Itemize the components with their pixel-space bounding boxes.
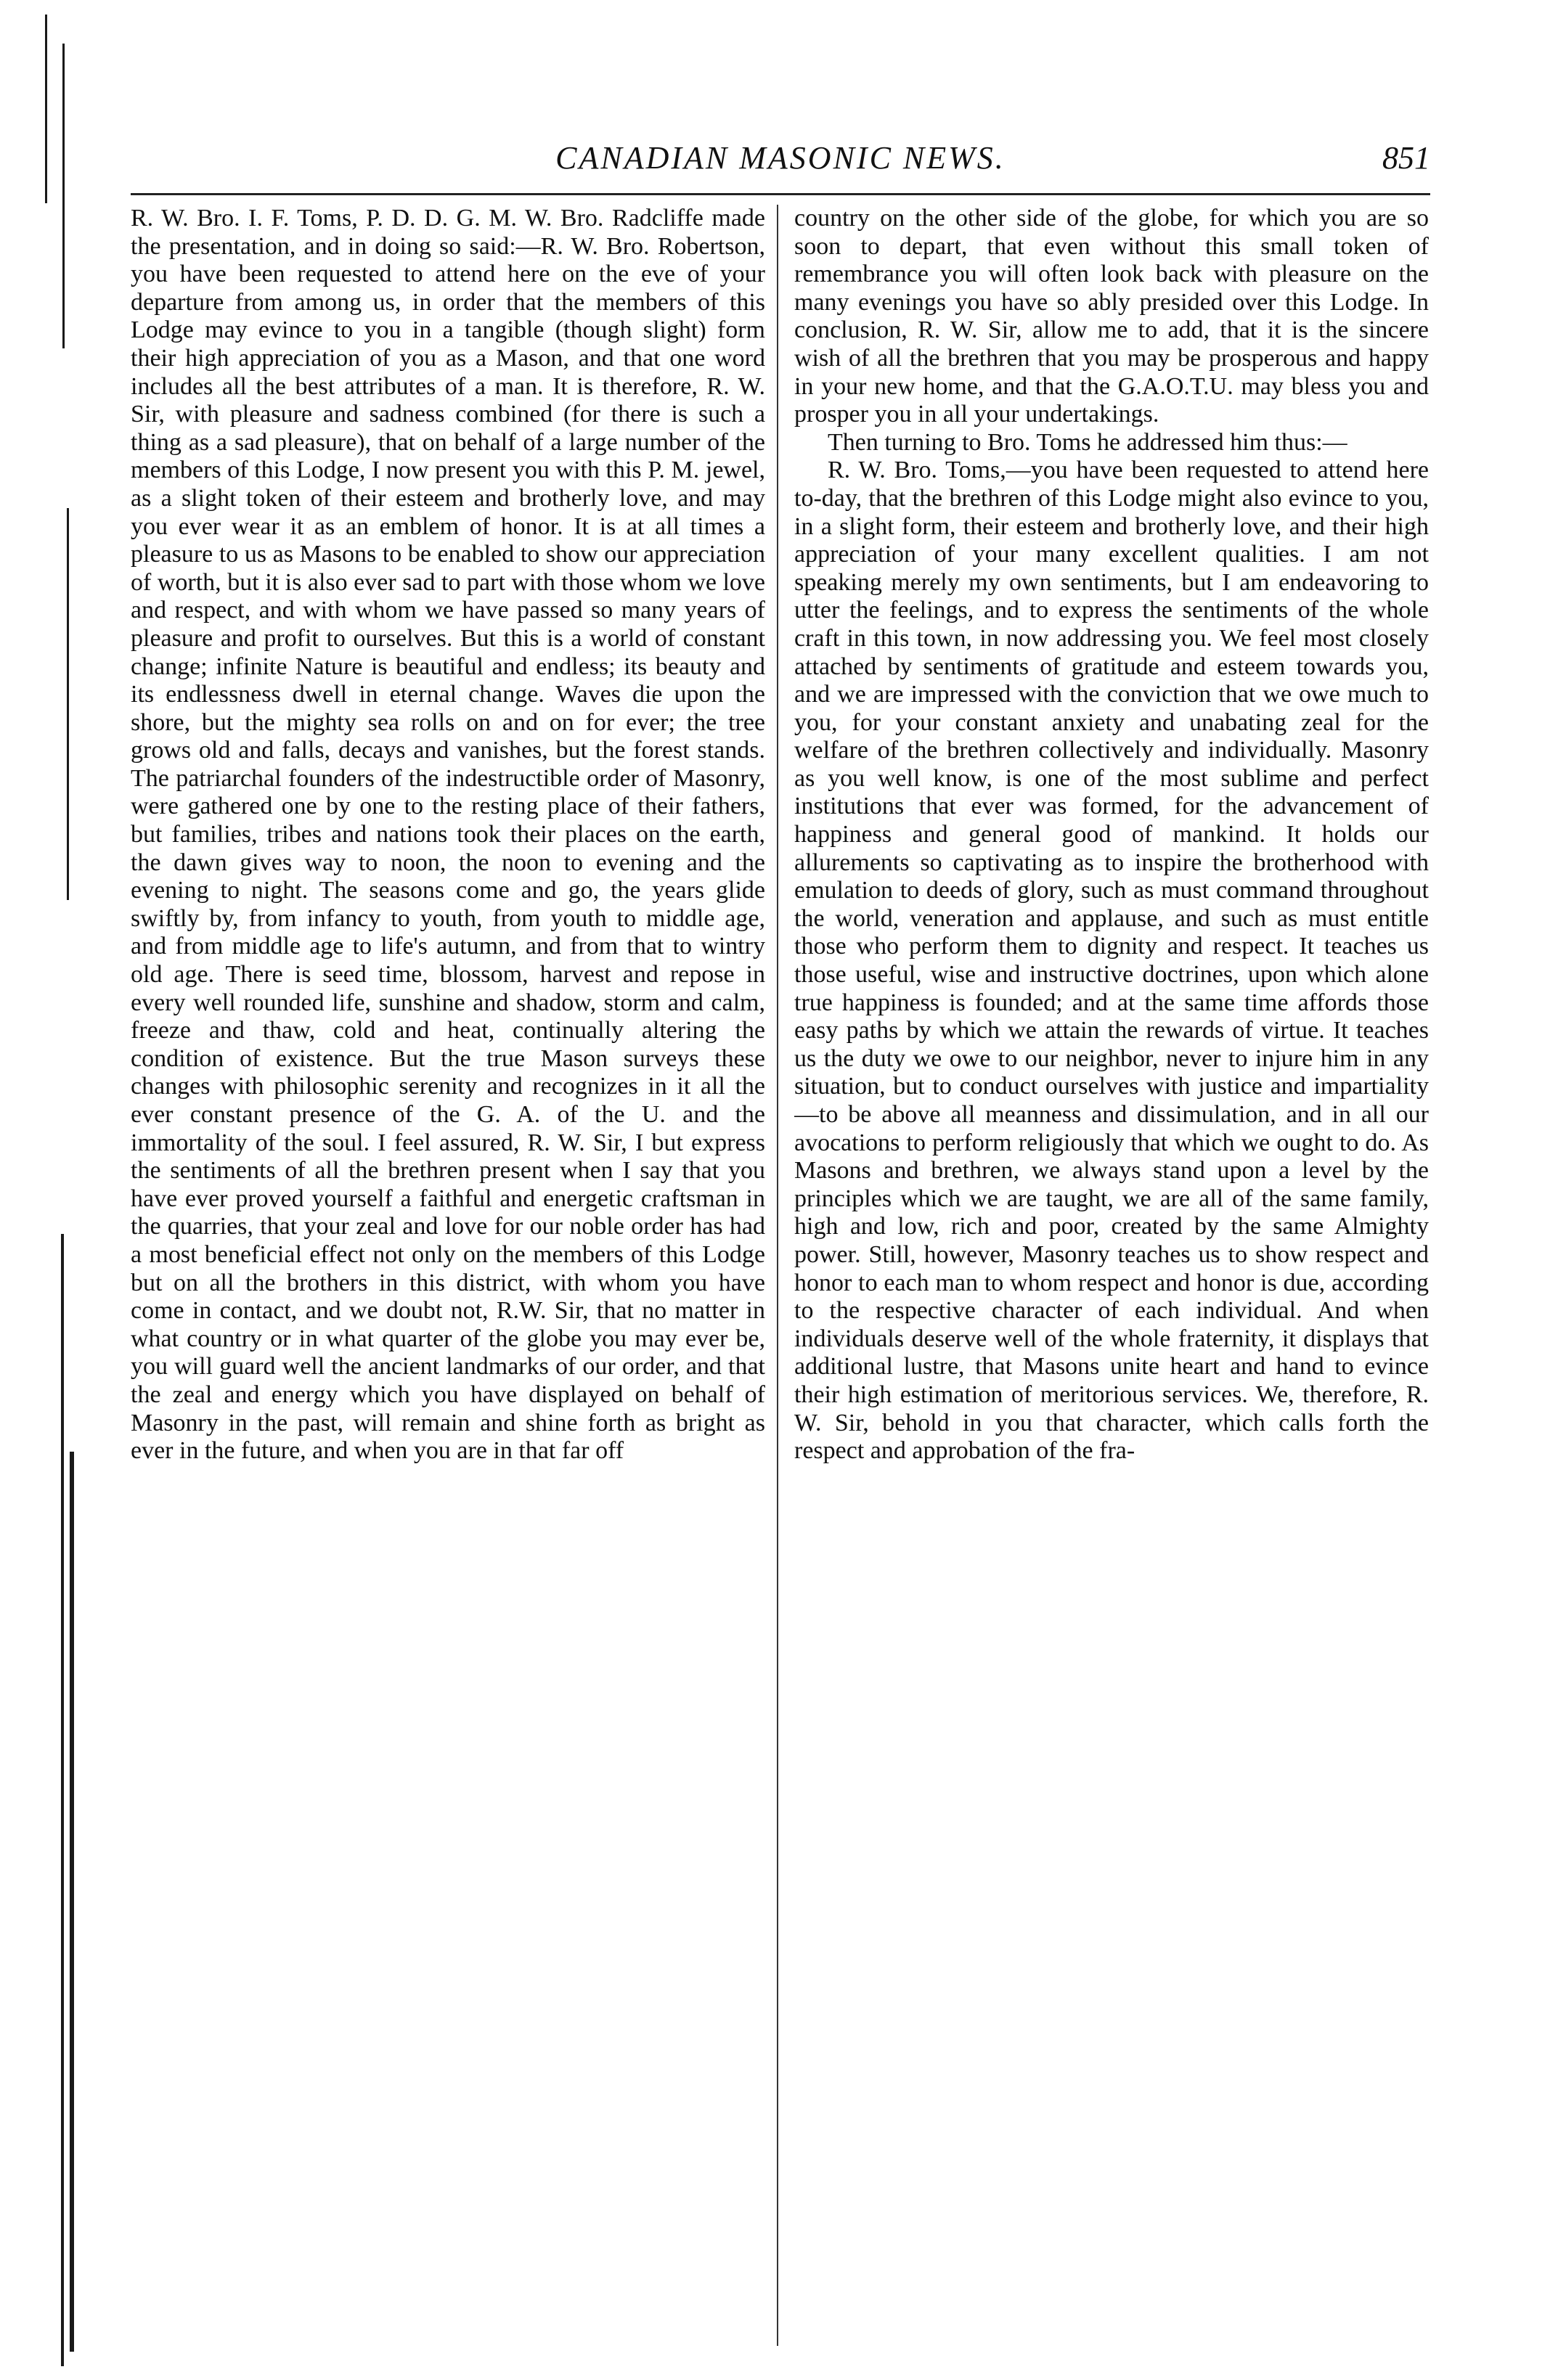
page-binding-edge xyxy=(0,0,109,2380)
running-title: CANADIAN MASONIC NEWS. xyxy=(555,140,1006,176)
left-column xyxy=(131,205,765,2346)
paragraph: country on the other side of the globe, for which you are so soon to depart, that even without this small token of remembrance you will often look back with pleasure on the many evenings you have so ably presided over this Lodge. In conclusion, R. W. Sir, allow me to add, that it is the sincere wish of all the brethren that you may be prosperous and happy in your new home, and that the G.A.O.T.U. may bless you and prosper you in all your undertakings. xyxy=(794,205,1429,428)
column-divider xyxy=(777,205,778,2346)
page-header xyxy=(131,136,1430,187)
paragraph: Then turning to Bro. Toms he addressed him thus:— xyxy=(828,428,1347,456)
paragraph: R. W. Bro. Toms,—you have been requested to attend here to-day, that the brethren of this Lodge might also evince to you, in a slight form, their esteem and brotherly love, and their high appreciation of your many excellent qualities. I am not speaking merely my own sentiments, but I am endeavoring to utter the feelings, and to express the sentiments of the whole craft in this town, in now addressing you. We feel most closely attached by sentiments of gratitude and esteem towards you, and we are impressed with the conviction that we owe much to you, for your constant anxiety and unabating zeal for the welfare of the brethren collectively and individually. Masonry as you well know, is one of the most sublime and perfect institutions that ever was formed, for the advancement of happiness and general good of mankind. It holds our allurements so captivating as to inspire the brotherhood with emulation to deeds of glory, such as must command throughout the world, veneration and applause, and such as must entitle those who perform them to dignity and respect. It teaches us those useful, wise and instructive doctrines, upon which alone true happiness is founded; and at the same time affords those easy paths by which we attain the rewards of virtue. It teaches us the duty we owe to our neighbor, never to injure him in any situation, but to conduct ourselves with justice and impartiality—to be above all meanness and dissimulation, and in all our avocations to perform religiously that which we ought to do. As Masons and brethren, we always stand upon a level by the principles which we are taught, we are all of the same family, high and low, rich and poor, created by the same Almighty power. Still, however, Masonry teaches us to show respect and honor to each man to whom respect and honor is due, according to the respective character of each individual. And when individuals deserve well of the whole fraternity, it displays that additional lustre, that Masons unite heart and hand to evince their high estimation of meritorious services. We, therefore, R. W. Sir, behold in you that character, which calls forth the respect and approbation of the fra- xyxy=(794,457,1429,1465)
paragraph: R. W. Bro. I. F. Toms, P. D. D. G. M. W. Bro. Radcliffe made the presentation, and in doing so said:—R. W. Bro. Robertson, you have been requested to attend here on the eve of your departure from among us, in order that the members of this Lodge may evince to you in a tangible (though slight) form their high appreciation of you as a Mason, and that one word includes all the best attributes of a man. It is therefore, R. W. Sir, with pleasure and sadness combined (for there is such a thing as a sad pleasure), that on behalf of a large number of the members of this Lodge, I now present you with this P. M. jewel, as a slight token of their esteem and brotherly love, and may you ever wear it as an emblem of honor. It is at all times a pleasure to us as Masons to be enabled to show our appreciation of worth, but it is also ever sad to part with those whom we love and respect, and with whom we have passed so many years of pleasure and profit to ourselves. But this is a world of constant change; infinite Nature is beautiful and endless; its beauty and its endlessness dwell in eternal change. Waves die upon the shore, but the mighty sea rolls on and on for ever; the tree grows old and falls, decays and vanishes, but the forest stands. The patriarchal founders of the indestructible order of Masonry, were gathered one by one to the resting place of their fathers, but families, tribes and nations took their places on the earth, the dawn gives way to noon, the noon to evening and the evening to night. The seasons come and go, the years glide swiftly by, from infancy to youth, from youth to middle age, and from middle age to life's autumn, and from that to wintry old age. There is seed time, blossom, harvest and repose in every well rounded life, sunshine and shadow, storm and calm, freeze and thaw, cold and heat, continually altering the condition of existence. But the true Mason surveys these changes with philosophic serenity and recognizes in it all the ever constant presence of the G. A. of the U. and the immortality of the soul. I feel assured, R. W. Sir, I but express the sentiments of all the brethren present when I say that you have ever proved yourself a faithful and energetic craftsman in the quarries, that your zeal and love for our noble order has had a most beneficial effect not only on the members of this Lodge but on all the brothers in this district, with whom you have come in contact, and we doubt not, R.W. Sir, that no matter in what country or in what quarter of the globe you may ever be, you will guard well the ancient landmarks of our order, and that the zeal and energy which you have displayed on behalf of Masonry in the past, will remain and shine forth as bright as ever in the future, and when you are in that far off xyxy=(131,205,765,1465)
right-column xyxy=(794,205,1429,2346)
header-rule xyxy=(131,193,1430,195)
page-number: 851 xyxy=(1382,140,1430,176)
